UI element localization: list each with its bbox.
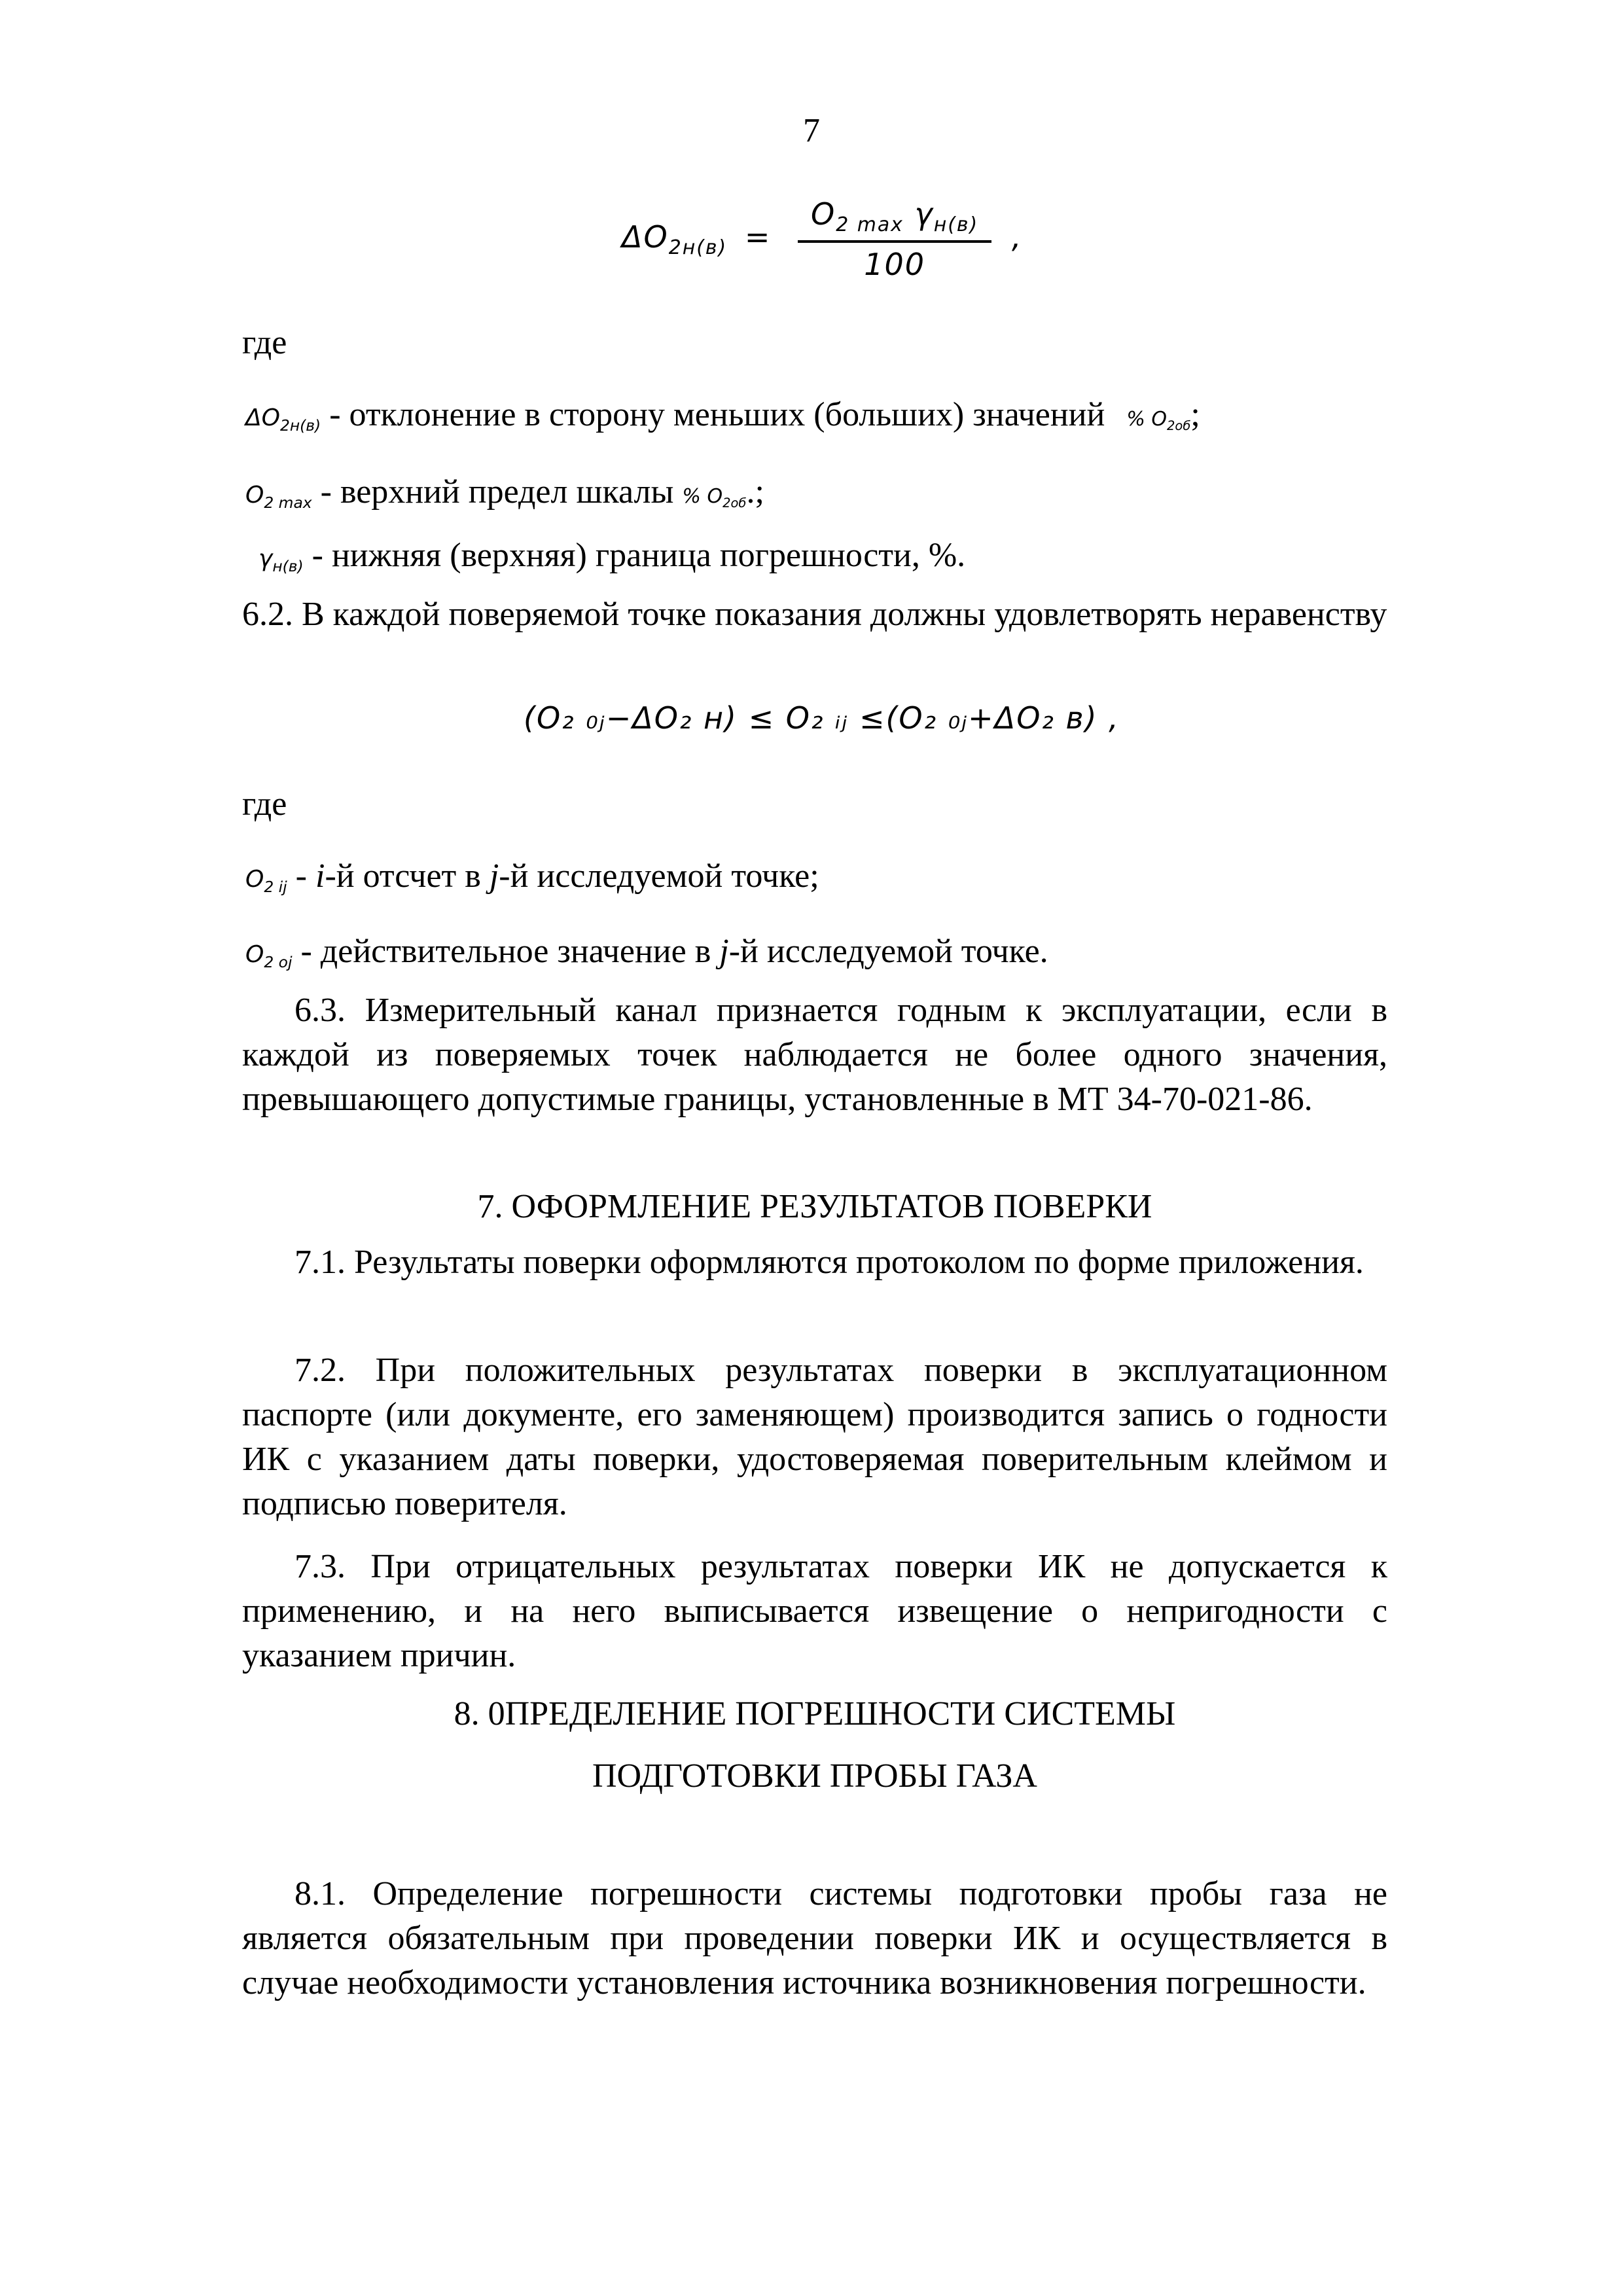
definition-actual-value: $O_{2 oj}$ - действительное значение в j-й исследуемой точке. bbox=[245, 929, 1391, 984]
formula-inequality: (O₂ ₀ⱼ−ΔO₂ н) ≤ O₂ ᵢⱼ ≤(O₂ ₀ⱼ+ΔO₂ в) , bbox=[524, 700, 1120, 736]
fraction-numerator: $O_{2 max}$ $\gamma_{н(в)}$ bbox=[798, 196, 991, 243]
definition-unit: % $O_{2об}$ bbox=[682, 485, 747, 511]
formula-deviation bbox=[622, 196, 1022, 282]
formula-lhs: $\Delta O_{2н(в)}$ bbox=[622, 219, 728, 260]
paragraph-6-2: 6.2. В каждой поверяемой точке показания должны удовлетворять неравенству bbox=[242, 596, 1387, 633]
paragraph-7-1: 7.1. Результаты поверки оформляются протоколом по форме приложения. bbox=[294, 1244, 1364, 1281]
definition-unit: % $O_{2об}$ bbox=[1126, 408, 1191, 433]
section-8-heading-line2: ПОДГОТОВКИ ПРОБЫ ГАЗА bbox=[592, 1757, 1037, 1795]
definition-symbol: $\gamma_{н(в)}$ bbox=[259, 545, 304, 576]
section-7-heading: 7. ОФОРМЛЕНИЕ РЕЗУЛЬТАТОВ ПОВЕРКИ bbox=[477, 1188, 1152, 1225]
definition-reading: $O_{2 ij} - i-й$ отсчет в j-й исследуемой точке; bbox=[245, 854, 1391, 909]
definition-symbol: $O_{2 oj}$ bbox=[245, 941, 293, 972]
paragraph-7-3: 7.3. При отрицательных результатах поверки ИК не допускается к применению, и на него выписывается извещение о непригодности с указанием причин. bbox=[242, 1548, 1387, 1674]
page-number: 7 bbox=[803, 112, 820, 149]
where-label-2: где bbox=[242, 785, 287, 823]
paragraph-8-1: 8.1. Определение погрешности системы подготовки пробы газа не является обязательным при проведении поверки ИК и осуществляется в случае необходимости установления источника возникновения погрешности. bbox=[242, 1875, 1387, 2001]
formula-comma: , bbox=[1011, 219, 1023, 255]
paragraph-7-2: 7.2. При положительных результатах поверки в эксплуатационном паспорте (или документе, его заменяющем) производится запись о годности ИК с указанием даты поверки, удостоверяемая поверительным клеймом и подписью поверителя. bbox=[242, 1352, 1387, 1522]
definition-symbol: $O_{2 max}$ bbox=[245, 482, 312, 512]
where-label-1: где bbox=[242, 324, 287, 361]
definition-symbol: $O_{2 ij}$ bbox=[245, 866, 287, 897]
fraction-denominator: 100 bbox=[864, 247, 925, 283]
definition-upper-limit: $O_{2 max}$ - верхний предел шкалы % $O_{2об}$.; bbox=[245, 470, 1391, 526]
formula-equals: = bbox=[744, 219, 772, 255]
definition-symbol: $\Delta O_{2н(в)}$ bbox=[245, 404, 321, 435]
definition-deviation: $\Delta O_{2н(в)}$ - отклонение в сторону меньших (больших) значений % $O_{2об}$; bbox=[245, 393, 1391, 448]
paragraph-6-3: 6.3. Измерительный канал признается годным к эксплуатации, если в каждой из поверяемых точек наблюдается не более одного значения, превышающего допустимые границы, установленные в МТ 34-70-021-86. bbox=[242, 992, 1387, 1118]
formula-fraction bbox=[798, 196, 991, 282]
section-8-heading-line1: 8. 0ПРЕДЕЛЕНИЕ ПОГРЕШНОСТИ СИСТЕМЫ bbox=[454, 1695, 1176, 1732]
definition-error-bound: $\gamma_{н(в)}$ - нижняя (верхняя) граница погрешности, %. bbox=[259, 533, 1404, 588]
